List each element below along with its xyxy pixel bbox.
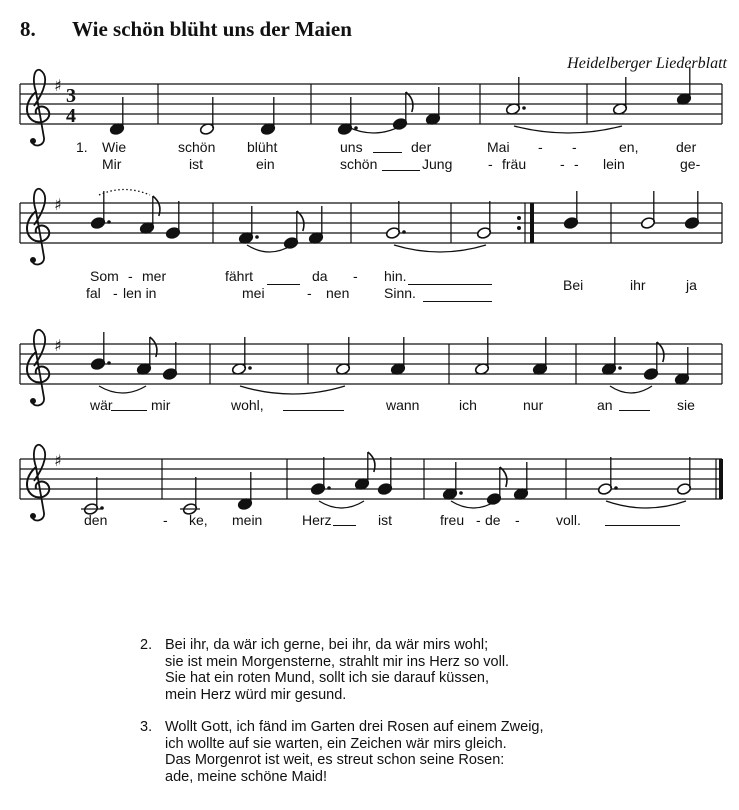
slur	[606, 501, 686, 508]
lyric-syllable: an	[597, 397, 613, 413]
note-flag	[406, 92, 413, 112]
lyric-syllable: fal	[86, 285, 101, 301]
lyric-syllable: nur	[523, 397, 544, 413]
treble-clef	[27, 330, 49, 406]
lyric-syllable: freu	[440, 512, 465, 528]
lyric-extender-line	[408, 284, 492, 285]
lyric-syllable: mein	[232, 512, 263, 528]
verse-2	[140, 637, 544, 703]
lyric-syllable: -	[574, 156, 579, 172]
lyric-syllable: -	[353, 268, 358, 284]
lyric-syllable: -	[572, 139, 577, 155]
lyric-extender-line	[382, 170, 420, 171]
song-number: 8.	[20, 17, 36, 41]
lyric-syllable: Mir	[102, 156, 122, 172]
lyric-syllable: Mai	[487, 139, 510, 155]
lyric-syllable: nen	[326, 285, 350, 301]
lyric-syllable: Bei	[563, 277, 584, 293]
lyric-syllable: -	[515, 512, 520, 528]
lyric-syllable: len in	[123, 285, 157, 301]
note-dot	[618, 366, 622, 370]
verse-3	[140, 719, 544, 785]
lyric-syllable: Jung	[422, 156, 453, 172]
time-signature-top: 3	[66, 85, 76, 107]
lyric-extender-line	[267, 284, 300, 285]
song-title: Wie schön blüht uns der Maien	[72, 17, 352, 41]
note-flag	[297, 211, 304, 231]
repeat-dot	[517, 226, 521, 230]
lyric-syllable: Som	[90, 268, 119, 284]
lyric-syllable: voll.	[556, 512, 581, 528]
lyric-syllable: ke,	[189, 512, 208, 528]
slur	[394, 245, 486, 252]
lyric-extender-line	[373, 152, 402, 153]
lyric-syllable: Sinn.	[384, 285, 416, 301]
note-flag	[500, 467, 507, 487]
lyric-syllable: uns	[340, 139, 363, 155]
lyric-syllable: -	[307, 285, 312, 301]
lyric-syllable: -	[538, 139, 543, 155]
lyric-syllable: der	[676, 139, 697, 155]
lyric-syllable: Wie	[102, 139, 127, 155]
lyric-extender-line	[605, 525, 680, 526]
note-dot	[248, 366, 252, 370]
lyric-syllable: sie	[677, 397, 695, 413]
lyric-extender-line	[423, 301, 492, 302]
repeat-barline-thick	[530, 203, 534, 243]
treble-clef	[27, 189, 49, 265]
song-source: Heidelberger Liederblatt	[567, 55, 727, 72]
note-flag	[657, 342, 664, 362]
lyric-syllable: fräu	[502, 156, 527, 172]
lyric-extender-line	[111, 410, 147, 411]
treble-clef	[27, 70, 49, 146]
lyric-syllable: -	[560, 156, 565, 172]
lyric-syllable: den	[84, 512, 108, 528]
dotted-slur	[99, 190, 150, 196]
lyric-syllable: schön	[340, 156, 378, 172]
lyric-syllable: ist	[189, 156, 203, 172]
treble-clef	[27, 445, 49, 521]
note-dot	[327, 486, 331, 490]
verse-line: Bei ihr, da wär ich gerne, bei ihr, da wär mirs wohl;	[165, 637, 489, 653]
lyric-syllable: wär	[90, 397, 113, 413]
slur	[240, 386, 345, 394]
key-signature-sharp: ♯	[54, 336, 62, 355]
lyric-syllable: fährt	[225, 268, 254, 284]
lyric-syllable: ge-	[680, 156, 701, 172]
lyric-extender-line	[333, 525, 356, 526]
lyric-syllable: wohl,	[231, 397, 264, 413]
lyric-syllable: ihr	[630, 277, 646, 293]
slur	[99, 386, 146, 393]
lyric-extender-line	[283, 410, 344, 411]
verse-line: sie ist mein Morgensterne, strahlt mir ins Herz so voll.	[165, 653, 510, 670]
lyric-syllable: der	[411, 139, 432, 155]
verse-line: mein Herz würd mir gesund.	[165, 686, 347, 703]
key-signature-sharp: ♯	[54, 76, 62, 95]
verse-number: 2.	[140, 637, 153, 653]
verse-line: ich wollte auf sie warten, ein Zeichen wär mirs gleich.	[165, 735, 507, 752]
verse-number: 3.	[140, 719, 153, 735]
slur	[319, 501, 364, 508]
lyric-syllable: mei	[242, 285, 265, 301]
note-dot	[107, 220, 111, 224]
repeat-dot	[517, 216, 521, 220]
lyric-syllable: ist	[378, 512, 392, 528]
lyric-syllable: ja	[686, 277, 697, 293]
lyric-syllable: -	[163, 512, 168, 528]
lyric-syllable: hin.	[384, 268, 407, 284]
lyric-syllable: ich	[459, 397, 477, 413]
lyric-syllable: schön	[178, 139, 216, 155]
verse-line: ade, meine schöne Maid!	[165, 768, 328, 785]
key-signature-sharp: ♯	[54, 195, 62, 214]
slur	[514, 126, 622, 133]
lyric-syllable: mer	[142, 268, 167, 284]
lyric-syllable: wann	[386, 397, 420, 413]
note-dot	[614, 486, 618, 490]
note-dot	[459, 491, 463, 495]
key-signature-sharp: ♯	[54, 451, 62, 470]
lyric-syllable: -	[113, 285, 118, 301]
lyric-extender-line	[619, 410, 650, 411]
verse-line: Wollt Gott, ich fänd im Garten drei Rosen auf einem Zweig,	[165, 719, 544, 735]
note-dot	[522, 106, 526, 110]
note-dot	[255, 235, 259, 239]
note-dot	[107, 361, 111, 365]
lyric-syllable: blüht	[247, 139, 278, 155]
lyric-syllable: mir	[151, 397, 171, 413]
final-barline	[719, 459, 723, 499]
lyric-syllable: de	[485, 512, 501, 528]
lyric-syllable: da	[312, 268, 328, 284]
verses-block	[140, 637, 544, 801]
lyric-syllable: -	[476, 512, 481, 528]
lyric-syllable: lein	[603, 156, 625, 172]
slur	[610, 386, 652, 393]
lyric-syllable: en,	[619, 139, 639, 155]
lyric-syllable: Herz	[302, 512, 332, 528]
slur	[346, 126, 401, 133]
lyric-syllable: -	[128, 268, 133, 284]
lyric-syllable: -	[488, 156, 493, 172]
note-dot	[402, 230, 406, 234]
lyric-syllable: ein	[256, 156, 275, 172]
lyric-syllable: 1.	[76, 139, 88, 155]
verse-line: Sie hat ein roten Mund, sollt ich sie darauf küssen,	[165, 670, 490, 686]
verse-line: Das Morgenrot ist weit, es streut schon seine Rosen:	[165, 752, 505, 768]
time-signature-bottom: 4	[66, 105, 76, 127]
